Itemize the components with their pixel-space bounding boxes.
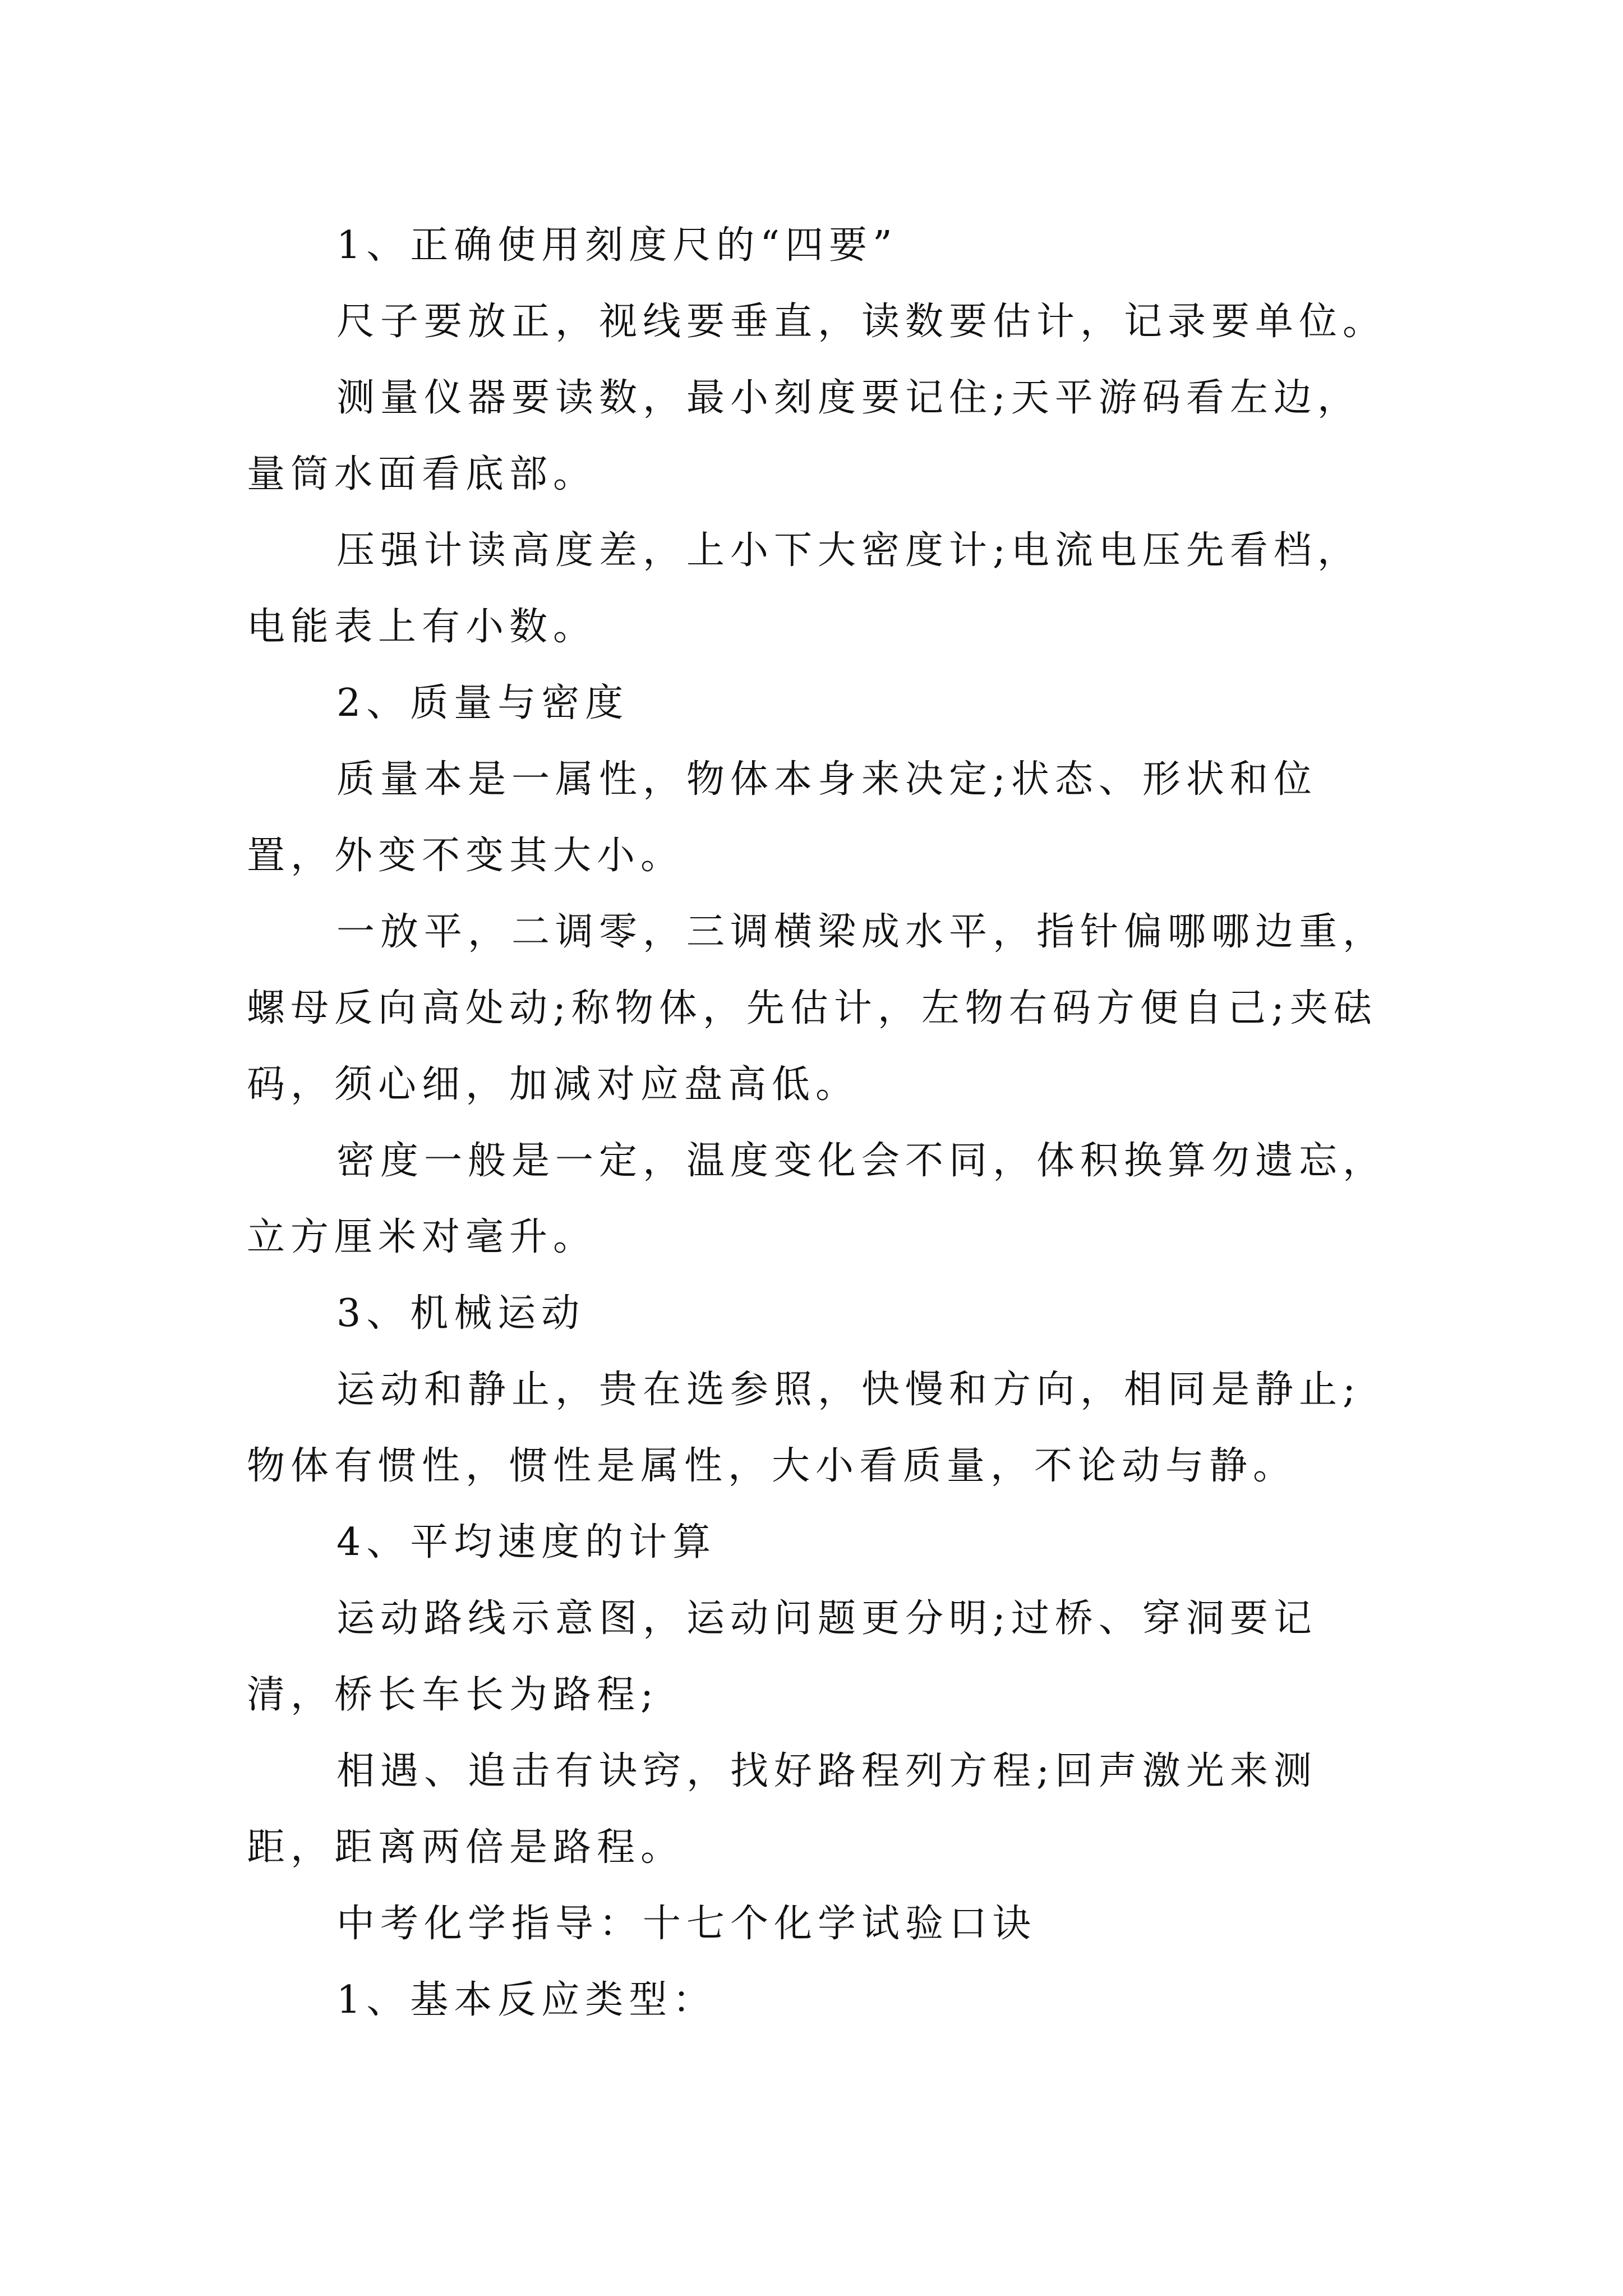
paragraph-motion-diagram: 运动路线示意图，运动问题更分明;过桥、穿洞要记清，桥长车长为路程;: [247, 1596, 1317, 1717]
paragraph-ruler-usage: 尺子要放正，视线要垂直，读数要估计，记录要单位。: [336, 300, 1387, 344]
heading-chemistry-guide: 中考化学指导：十七个化学试验口诀: [336, 1902, 1037, 1946]
paragraph-meeting-chasing: 相遇、追击有诀窍，找好路程列方程;回声激光来测距，距离两倍是路程。: [247, 1749, 1317, 1870]
paragraph-instrument-reading: 测量仪器要读数，最小刻度要记住;天平游码看左边，量筒水面看底部。: [247, 376, 1361, 496]
heading-mechanical-motion: 3、机械运动: [336, 1291, 585, 1336]
heading-reaction-types: 1、基本反应类型：: [336, 1978, 717, 2022]
heading-ruler-rules: 1、正确使用刻度尺的“四要”: [336, 223, 898, 268]
paragraph-mass-property: 质量本是一属性，物体本身来决定;状态、形状和位置，外变不变其大小。: [247, 757, 1317, 878]
paragraph-motion-inertia: 运动和静止，贵在选参照，快慢和方向，相同是静止;物体有惯性，惯性是属性，大小看质量，不论动与静。: [247, 1368, 1361, 1488]
paragraph-balance-usage: 一放平，二调零，三调横梁成水平，指针偏哪哪边重，螺母反向高处动;称物体，先估计，左物右码方便自己;夹砝码，须心细，加减对应盘高低。: [247, 910, 1387, 1107]
heading-mass-density: 2、质量与密度: [336, 681, 629, 725]
document-body: [247, 208, 1402, 2039]
heading-average-speed: 4、平均速度的计算: [336, 1520, 717, 1565]
paragraph-density: 密度一般是一定，温度变化会不同，体积换算勿遗忘，立方厘米对毫升。: [247, 1139, 1387, 1259]
paragraph-pressure-gauge: 压强计读高度差，上小下大密度计;电流电压先看档，电能表上有小数。: [247, 528, 1361, 649]
